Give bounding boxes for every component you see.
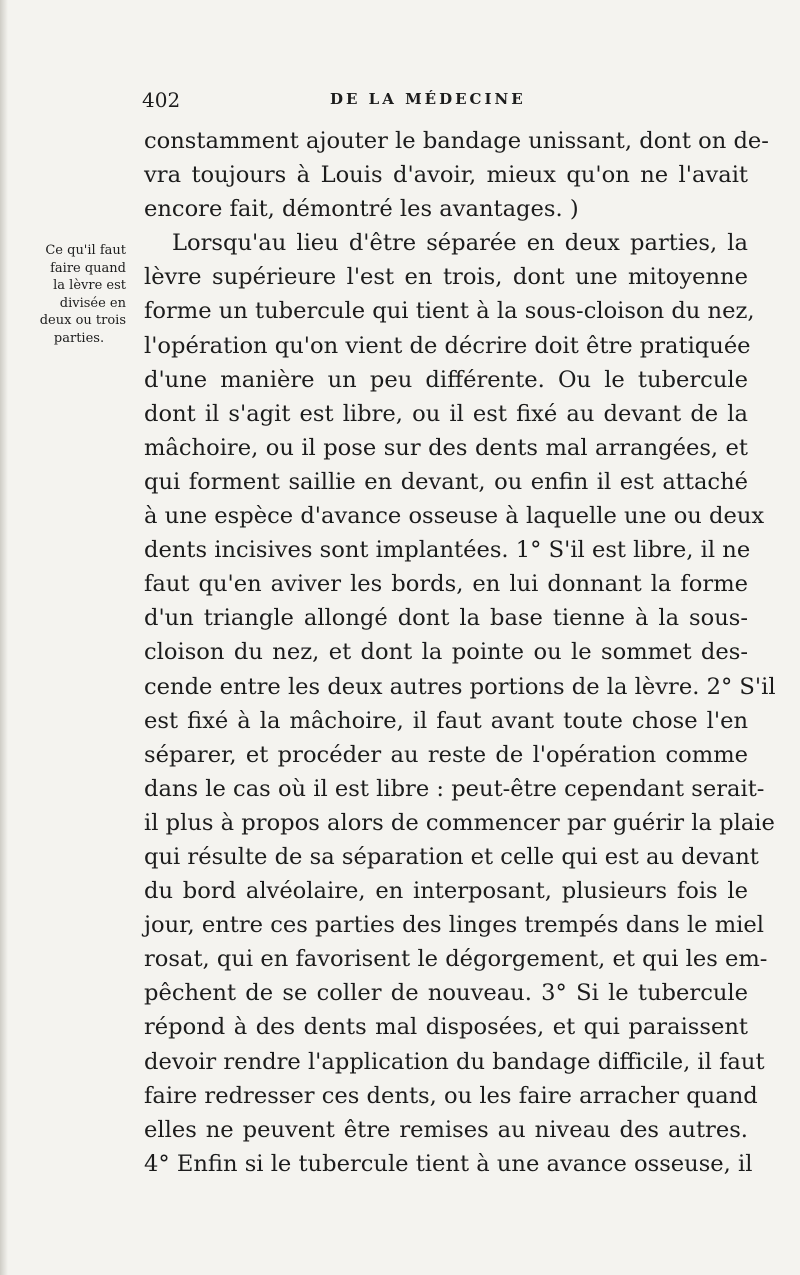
marginal-note-line: Ce qu'il faut: [45, 243, 126, 258]
page-gutter-shadow: [0, 0, 8, 1275]
running-head: DE LA MÉDECINE: [330, 90, 526, 108]
text-line: elles ne peuvent être remises au niveau des autres.: [144, 1116, 748, 1143]
text-line: encore fait, démontré les avantages. ): [144, 196, 579, 223]
text-line: dont il s'agit est libre, ou il est fixé au devant de la: [144, 400, 748, 427]
text-line: est fixé à la mâchoire, il faut avant toute chose l'en: [144, 707, 748, 734]
text-line: cende entre les deux autres portions de la lèvre. 2° S'il: [144, 673, 776, 700]
text-line: mâchoire, ou il pose sur des dents mal arrangées, et: [144, 434, 748, 461]
text-line: forme un tubercule qui tient à la sous-cloison du nez,: [144, 298, 755, 325]
text-line: du bord alvéolaire, en interposant, plusieurs fois le: [144, 878, 748, 905]
page-number: 402: [142, 88, 181, 112]
text-line: qui forment saillie en devant, ou enfin il est attaché: [144, 468, 748, 495]
page-header: [142, 88, 742, 110]
text-line: qui résulte de sa séparation et celle qui est au devant: [144, 843, 759, 870]
text-line: Lorsqu'au lieu d'être séparée en deux parties, la: [172, 230, 748, 257]
text-line: rosat, qui en favorisent le dégorgement, et qui les em-: [144, 946, 768, 973]
marginal-note-line: faire quand: [50, 260, 126, 276]
text-line: constamment ajouter le bandage unissant, dont on de-: [144, 128, 769, 154]
text-line: devoir rendre l'application du bandage difficile, il faut: [144, 1048, 765, 1075]
marginal-note-line: deux ou trois: [39, 313, 126, 328]
text-line: d'un triangle allongé dont la base tienne à la sous-: [144, 605, 748, 632]
text-line: faut qu'en aviver les bords, en lui donnant la forme: [144, 571, 748, 598]
text-line: à une espèce d'avance osseuse à laquelle une ou deux: [144, 503, 765, 530]
marginal-note-line: divisée en: [59, 295, 126, 311]
text-line: séparer, et procéder au reste de l'opération comme: [144, 741, 748, 768]
text-line: dans le cas où il est libre : peut-être cependant serait-: [144, 775, 765, 802]
marginal-note-line: la lèvre est: [53, 278, 126, 293]
text-line: d'une manière un peu différente. Ou le tubercule: [144, 366, 748, 393]
text-line: cloison du nez, et dont la pointe ou le sommet des-: [144, 639, 748, 666]
body-text: [144, 124, 776, 1181]
text-line: 4° Enfin si le tubercule tient à une avance osseuse, il: [144, 1150, 753, 1177]
marginal-note: [2, 242, 126, 347]
text-line: lèvre supérieure l'est en trois, dont une mitoyenne: [144, 264, 748, 291]
text-line: faire redresser ces dents, ou les faire arracher quand: [144, 1082, 758, 1109]
text-line: jour, entre ces parties des linges trempés dans le miel: [144, 912, 764, 939]
text-line: dents incisives sont implantées. 1° S'il est libre, il ne: [144, 537, 751, 564]
text-line: répond à des dents mal disposées, et qui paraissent: [144, 1014, 748, 1041]
text-line: l'opération qu'on vient de décrire doit être pratiquée: [144, 332, 751, 359]
text-line: pêchent de se coller de nouveau. 3° Si le tubercule: [144, 980, 748, 1007]
text-line: il plus à propos alors de commencer par guérir la plaie: [144, 809, 775, 836]
text-line: vra toujours à Louis d'avoir, mieux qu'on ne l'avait: [144, 162, 748, 189]
marginal-note-line: parties.: [53, 330, 105, 346]
